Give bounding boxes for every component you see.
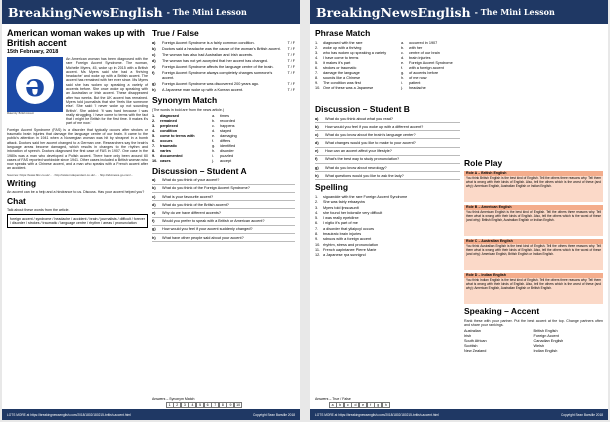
item-letter: g) <box>152 227 156 232</box>
article-column <box>7 27 148 408</box>
item-letter: c) <box>152 194 156 199</box>
row-number: 9. <box>315 81 319 86</box>
footer-bar <box>310 409 608 420</box>
role-title: Role D – Indian English <box>464 273 603 279</box>
phrase-start: diagnosed with the rare <box>323 40 363 45</box>
speaking-heading: Speaking – Accent <box>464 306 540 316</box>
item-letter: a) <box>152 178 156 183</box>
row-letter: g. <box>212 143 216 148</box>
synonym-match: times <box>220 113 230 118</box>
row-number: 10. <box>315 86 321 91</box>
spelling-text: rhyhtm, stress and pronunciation <box>323 242 379 247</box>
discussion-question <box>315 125 460 132</box>
true-false-item <box>152 41 295 46</box>
discussion-question <box>152 195 295 202</box>
synonym-note: (The words in bold are from the news article.) <box>152 107 225 112</box>
answer-cell[interactable]: e <box>359 402 367 408</box>
item-letter: d) <box>152 202 156 207</box>
discussion-question <box>152 203 295 210</box>
synonym-word: perplexed <box>160 123 178 128</box>
chat-word-box: foreign accent / syndrome / headache / accident / brain / journalists / difficult / forever / disorder / strokes / traumatic / language centre / rhythm / areas / pronunciation <box>7 214 148 228</box>
question-text: How would you feel if your accent suddenly changed? <box>162 227 253 232</box>
spelling-text: sdnuos with a foreign accent <box>323 237 372 242</box>
true-false-item <box>152 88 295 93</box>
phrase-start: sounds like a Chinese <box>323 76 361 81</box>
writing-text: An accent can be a help and a hindrance to us. Discuss. Has your accent helped you? <box>7 190 145 195</box>
answer-cell[interactable]: 8 <box>219 402 227 408</box>
synonym-word: traumatic <box>160 143 178 148</box>
item-letter: b) <box>152 186 156 191</box>
row-number: 2. <box>315 200 319 205</box>
synonym-word: cases <box>160 158 171 163</box>
discussion-question <box>152 236 295 243</box>
true-false-choice[interactable]: T / F <box>287 71 295 76</box>
accent-option: Foreign Accent <box>533 334 559 339</box>
spelling-text: tmauiratc brain injuries <box>323 231 362 236</box>
discussion-question <box>315 117 460 124</box>
true-false-item <box>152 59 295 64</box>
role-text: You think American English is the best kind of English. Tell the others three reasons why. Tell them what is wrong with their kinds of English. Also, tell the others which is the worst of these (and why): British English, Australian English or Indian English. <box>464 210 603 236</box>
row-letter: j. <box>212 158 214 163</box>
row-letter: e. <box>212 133 216 138</box>
answer-cell[interactable]: 9 <box>226 402 234 408</box>
answer-cell[interactable]: a <box>329 402 337 408</box>
answer-cell[interactable]: 6 <box>204 402 212 408</box>
synonym-match: stayed <box>220 128 232 133</box>
row-letter: g. <box>401 71 405 76</box>
accent-option: Irish <box>464 334 472 339</box>
footer-copyright: Copyright Sean Banville 2018 <box>253 412 295 417</box>
answer-cell[interactable]: 4 <box>188 402 196 408</box>
synonym-word: diagnosed <box>160 113 179 118</box>
spelling-text: I nigtio it's part of me <box>323 221 358 226</box>
brand-title: BreakingNewsEnglish <box>8 4 163 20</box>
true-false-item <box>152 82 295 87</box>
accent-option: Canadian English <box>533 339 564 344</box>
true-false-choice[interactable]: T / F <box>287 88 295 93</box>
phrase-start: strokes or traumatic <box>323 65 357 70</box>
spelling-text: she found her bdcnsile very difficult <box>323 210 383 215</box>
row-number: 2. <box>315 45 319 50</box>
spelling-text: sigoandde with the rare Foreign Accent Syndrome <box>323 194 408 199</box>
question-text: Would you prefer to speak with a British or American accent? <box>162 219 265 224</box>
true-false-item <box>152 71 295 80</box>
answer-cell[interactable]: c <box>344 402 352 408</box>
answer-cell[interactable]: 5 <box>196 402 204 408</box>
spelling-heading: Spelling <box>315 182 349 193</box>
synonym-match: accept <box>220 158 232 163</box>
spelling-text: She was fairly erbaayvtw <box>323 200 365 205</box>
row-number: 7. <box>315 226 319 231</box>
row-number: 1. <box>152 113 156 118</box>
item-letter: f) <box>152 219 155 224</box>
row-letter: h. <box>212 148 216 153</box>
footer-link[interactable]: LOTS MORE at https://breakingnewsenglish.com/2018/1802/180215-british-accent.html <box>7 412 131 417</box>
question-text: What do you think about what you read? <box>325 116 393 121</box>
answer-grid <box>315 402 389 408</box>
brand-title: BreakingNewsEnglish <box>316 4 471 20</box>
item-text: Doctors said a headache was the cause of the woman's British accent. <box>162 46 281 51</box>
spelling-text: a Japanese rpa sunnignd <box>323 253 366 258</box>
synonym-word: condition <box>160 128 178 133</box>
row-number: 1. <box>315 40 319 45</box>
synonym-match: identified <box>220 143 236 148</box>
row-number: 3. <box>315 205 319 210</box>
question-text: Why do we have different accents? <box>162 211 222 216</box>
accent-option: New Zealand <box>464 349 487 354</box>
item-text: Foreign Accent Syndrome is a fairly common condition. <box>162 40 255 45</box>
footer-bar <box>2 409 300 420</box>
question-text: What's the best way to study pronunciation? <box>325 157 400 162</box>
phrase-end: headache <box>409 86 426 91</box>
phrase-start: woke up with a thriving <box>323 45 362 50</box>
answer-cell[interactable]: 7 <box>211 402 219 408</box>
role-play-heading: Role Play <box>464 158 503 168</box>
spelling-list <box>315 195 460 259</box>
question-text: What have other people said about your accent? <box>162 235 244 240</box>
role-text: You think Australian English is the best kind of English. Tell the others three reasons why. Tell them what is wrong with their kinds of English. Also, tell the others which is the worst of these (and why): American English, British English or Indian English. <box>464 244 603 270</box>
true-false-list <box>152 41 295 94</box>
discussion-question <box>152 219 295 226</box>
item-letter: f) <box>315 157 318 162</box>
row-number: 6. <box>315 65 319 70</box>
article-paragraph: An American woman has been diagnosed with the rare Foreign Accent Syndrome. The woman, Michelle Myers, 45, woke up in 2015 with a British accent. Ms Myers said she had a 'thriving headache' and woke up with a British accent. The accent has remained with her ever since. Ms Myers said she has woken up speaking a variety of accents before. She once woke up speaking with an Australian or Irish accent. These disappeared after two weeks. But the UK accent has remained. Myers told journalists that she 'feels like someone else'. She said: 'I never woke up not sounding British'. She added: 'It was hard because I was really struggling. I have come to terms with the fact that I might be British for the first time. It makes it's part of me now.' <box>66 57 148 126</box>
discussion-question <box>152 211 295 218</box>
row-number: 5. <box>152 133 156 138</box>
row-letter: f. <box>212 138 215 143</box>
item-text: The woman has not yet accepted that her accent has changed. <box>162 59 268 64</box>
synonym-word: come to terms with <box>160 133 195 138</box>
question-text: What questions would you like to ask the lady? <box>325 173 404 178</box>
speaking-intro: Rank these with your partner. Put the best accent at the top. Change partners often and share your rankings. <box>464 318 603 327</box>
image-caption: Maternity: British Accent <box>7 112 34 115</box>
row-letter: b. <box>212 118 216 123</box>
question-text: How can an accent affect your lifestyle? <box>325 149 392 154</box>
synonym-word: occurs <box>160 138 173 143</box>
accent-option: Indian English <box>533 349 558 354</box>
accent-option: South African <box>464 339 487 344</box>
question-text: What do you think of your accent? <box>162 178 220 183</box>
phrase-end: patient <box>409 81 421 86</box>
row-number: 9. <box>152 153 156 158</box>
row-number: 10. <box>152 158 158 163</box>
item-letter: g) <box>315 165 319 170</box>
exercise-column-right-a <box>315 103 460 408</box>
answer-key-label: Answers – True / False <box>315 397 351 402</box>
true-false-heading: True / False <box>152 28 199 38</box>
answer-cell[interactable]: 2 <box>173 402 181 408</box>
discussion-question <box>152 178 295 185</box>
phrase-match-heading: Phrase Match <box>315 28 371 38</box>
spelling-text: a disorder that ytlaipcyl occurs <box>323 226 375 231</box>
row-letter: a. <box>401 40 405 45</box>
item-letter: a) <box>315 116 319 121</box>
row-number: 5. <box>315 216 319 221</box>
phrase-match-row <box>315 86 603 91</box>
phrase-start: damage the language <box>323 71 360 76</box>
item-letter: d) <box>315 141 319 146</box>
footer-link[interactable]: LOTS MORE at https://breakingnewsenglish.com/2018/1802/180215-british-accent.html <box>315 412 439 417</box>
synonym-match: damaging <box>220 133 237 138</box>
true-false-choice[interactable]: T / F <box>287 65 295 70</box>
synonym-row <box>152 159 295 164</box>
synonym-match: disorder <box>220 148 234 153</box>
true-false-choice[interactable]: T / F <box>287 59 295 64</box>
question-text: What is your favourite accent? <box>162 194 214 199</box>
item-text: Foreign Accent Syndrome always completely changes someone's accent. <box>162 71 273 81</box>
row-letter: c. <box>212 123 215 128</box>
row-letter: i. <box>401 81 403 86</box>
item-text: A Japanese man woke up with a Korean accent. <box>162 88 244 93</box>
chat-prompt: Talk about these words from the article. <box>7 208 70 213</box>
source-links[interactable]: Sources: https://www.bbc.co.uk/... · http://www.independent.co.uk/... · http://abcnews.go.com/... <box>7 172 134 177</box>
row-letter: a. <box>212 113 216 118</box>
answer-key-right <box>315 397 389 408</box>
phrase-start: One of these was a Japanese <box>323 86 374 91</box>
phrase-match-table <box>315 41 603 92</box>
role-title: Role C – Australian English <box>464 239 603 245</box>
answer-cell[interactable]: 3 <box>181 402 189 408</box>
item-letter: b) <box>152 46 156 51</box>
accent-option: British English <box>533 329 558 334</box>
phrase-end: of me now <box>409 76 427 81</box>
discussion-a-heading: Discussion – Student A <box>152 165 247 176</box>
phrase-start: who has woken up speaking a variety <box>323 50 387 55</box>
question-text: What do you know about neurology? <box>325 165 387 170</box>
true-false-choice[interactable]: T / F <box>287 40 295 45</box>
discussion-question <box>315 133 460 140</box>
row-number: 3. <box>315 50 319 55</box>
answer-cell[interactable]: 10 <box>234 402 242 408</box>
worksheet-page-left <box>2 0 300 420</box>
row-number: 7. <box>152 143 156 148</box>
answer-cell[interactable]: h <box>382 402 390 408</box>
discussion-question <box>152 186 295 193</box>
grid-label <box>152 402 166 408</box>
row-number: 9. <box>315 237 319 242</box>
phrase-end: occurred in 1907 <box>409 40 438 45</box>
phrase-start: The condition was first <box>323 81 361 86</box>
accent-row <box>464 349 603 354</box>
synonym-word: documented <box>160 153 183 158</box>
item-letter: e) <box>315 149 319 154</box>
discussion-question <box>315 141 460 148</box>
item-letter: h) <box>152 235 156 240</box>
item-letter: h) <box>152 88 156 93</box>
phrase-end: with a foreign accent <box>409 65 444 70</box>
row-letter: f. <box>401 65 404 70</box>
question-text: What do you know about the brain's language center? <box>325 132 416 137</box>
discussion-question <box>315 174 460 181</box>
row-number: 8. <box>315 76 319 81</box>
row-letter: d. <box>212 128 216 133</box>
row-number: 4. <box>152 128 156 133</box>
row-number: 8. <box>315 231 319 236</box>
discussion-a-list <box>152 178 295 242</box>
synonym-match: happens <box>220 123 235 128</box>
row-number: 1. <box>315 194 319 199</box>
synonym-word: varies <box>160 148 171 153</box>
true-false-choice[interactable]: T / F <box>287 52 295 57</box>
item-letter: b) <box>315 124 319 129</box>
true-false-item <box>152 53 295 58</box>
row-letter: i. <box>212 153 214 158</box>
header-banner <box>310 0 608 24</box>
role-text: You think British English is the best kind of English. Tell the others three reasons why. Tell them what is wrong with their kinds of English. Also, tell the others which is the worst of these (and why): American English, Australian English or Indian English. <box>464 176 603 202</box>
role-play-cards <box>464 171 603 305</box>
answer-cell[interactable]: g <box>374 402 382 408</box>
spelling-row <box>315 253 460 258</box>
question-text: What changes would you like to make to your accent? <box>325 141 416 146</box>
row-number: 4. <box>315 55 319 60</box>
phrase-end: Foreign Accent Syndrome <box>409 60 453 65</box>
worksheet-page-right <box>310 0 608 420</box>
synonym-match: recorded <box>220 118 235 123</box>
grid-label <box>315 402 329 408</box>
item-text: Foreign Accent Syndrome affects the language centre of the brain. <box>162 65 274 70</box>
article-image <box>7 57 63 121</box>
row-letter: b. <box>401 45 405 50</box>
item-text: The woman has also had Australian and Irish accents. <box>162 52 253 57</box>
discussion-question <box>315 157 460 164</box>
item-letter: c) <box>315 132 319 137</box>
phrase-start: I have come to terms <box>323 55 359 60</box>
row-number: 7. <box>315 71 319 76</box>
writing-heading: Writing <box>7 177 37 188</box>
phrase-end: of accents before <box>409 71 439 76</box>
phrase-start: it makes it's part <box>323 60 351 65</box>
phrase-end: centre of our brain <box>409 50 440 55</box>
item-letter: d) <box>152 59 156 64</box>
row-letter: e. <box>401 60 405 65</box>
answer-key-left <box>152 397 242 408</box>
answer-cell[interactable]: b <box>336 402 344 408</box>
article-title: American woman wakes up with British accent <box>7 28 146 48</box>
spelling-text: French uaplntanee Pierre Marie <box>323 247 377 252</box>
true-false-choice[interactable]: T / F <box>287 46 295 51</box>
answer-key-label: Answers – Synonym Match <box>152 397 195 402</box>
row-number: 10. <box>315 242 321 247</box>
row-number: 2. <box>152 118 156 123</box>
role-card <box>464 273 603 305</box>
synonym-match: differs <box>220 138 231 143</box>
item-letter: h) <box>315 173 319 178</box>
synonym-heading: Synonym Match <box>152 95 218 105</box>
synonym-word: remained <box>160 118 177 123</box>
row-letter: d. <box>401 55 405 60</box>
row-number: 8. <box>152 148 156 153</box>
role-card <box>464 239 603 271</box>
synonym-match: puzzled <box>220 153 234 158</box>
role-card <box>464 171 603 203</box>
role-title: Role A – British English <box>464 171 603 177</box>
item-letter: e) <box>152 65 156 70</box>
item-letter: f) <box>152 71 155 76</box>
schwa-logo-icon: ə <box>16 66 54 104</box>
item-letter: g) <box>152 82 156 87</box>
answer-grid <box>152 402 242 408</box>
accent-option: Australian <box>464 329 481 334</box>
brand-subtitle: - The Mini Lesson <box>166 7 247 17</box>
chat-heading: Chat <box>7 195 26 206</box>
row-number: 3. <box>152 123 156 128</box>
question-text: How would you feel if you woke up with a different accent? <box>325 124 424 129</box>
synonym-table <box>152 114 295 164</box>
spelling-text: Myers told ijrssoaunlt <box>323 205 359 210</box>
header-banner <box>2 0 300 24</box>
question-text: What do you think of the British accent? <box>162 202 229 207</box>
question-text: What do you think of the Foreign Accent Syndrome? <box>162 186 250 191</box>
spelling-text: I was really epetdlrxe <box>323 216 359 221</box>
exercise-column-left <box>152 27 295 408</box>
item-letter: c) <box>152 52 156 57</box>
item-letter: a) <box>152 40 156 45</box>
footer-copyright: Copyright Sean Banville 2018 <box>561 412 603 417</box>
row-number: 12. <box>315 253 321 258</box>
answer-cell[interactable]: d <box>351 402 359 408</box>
discussion-b-list <box>315 117 460 181</box>
role-card <box>464 205 603 237</box>
exercise-column-right-b <box>464 157 603 408</box>
discussion-question <box>152 227 295 234</box>
row-number: 4. <box>315 210 319 215</box>
true-false-item <box>152 47 295 52</box>
row-number: 5. <box>315 60 319 65</box>
role-text: You think Indian English is the best kind of English. Tell the others three reasons why. Tell them what is wrong with their kinds of English. Also, tell the others which is the worst of these (and why): American English, Australian English or British English. <box>464 278 603 304</box>
role-title: Role B – American English <box>464 205 603 211</box>
article-paragraph: Foreign Accent Syndrome (FAS) is a disorder that typically occurs after strokes or traumatic brain injuries that damage the language centre of our brain. It came to the public's attention in 1941 when a Norwegian woman was hit by shrapnel in a bomb attack. Doctors said her accent changed to a German one. Researchers say the brain's language areas become damaged, which results in changes to the rhythm and intonation of speech. Doctors diagnosed the first case of FAS in 1907. One case in the 1980s was a man who developed a Polish accent. There have only been around 60 cases of FAS reported worldwide since 1941. Other cases included a British woman who now speaks with a Chinese accent, and a man who speaks with a French accent after an accident. <box>7 127 148 171</box>
true-false-choice[interactable]: T / F <box>287 82 295 87</box>
row-letter: h. <box>401 76 405 81</box>
phrase-end: brain injuries <box>409 55 431 60</box>
row-letter: j. <box>401 86 403 91</box>
row-letter: c. <box>401 50 404 55</box>
discussion-b-heading: Discussion – Student B <box>315 104 410 114</box>
row-number: 11. <box>315 247 320 252</box>
item-text: Foreign Accent Syndrome was discovered 200 years ago. <box>162 82 260 87</box>
item-letter: e) <box>152 211 156 216</box>
answer-cell[interactable]: f <box>367 402 375 408</box>
accent-option: Welsh <box>533 344 544 349</box>
accent-option: Scottish <box>464 344 478 349</box>
discussion-question <box>315 166 460 173</box>
row-number: 6. <box>152 138 156 143</box>
row-number: 6. <box>315 221 319 226</box>
answer-cell[interactable]: 1 <box>166 402 174 408</box>
brand-subtitle: - The Mini Lesson <box>474 7 555 17</box>
article-date: 15th February, 2018 <box>7 49 59 55</box>
phrase-end: with her <box>409 45 423 50</box>
discussion-question <box>315 149 460 156</box>
true-false-item <box>152 65 295 70</box>
accent-ranking-list <box>464 329 603 354</box>
